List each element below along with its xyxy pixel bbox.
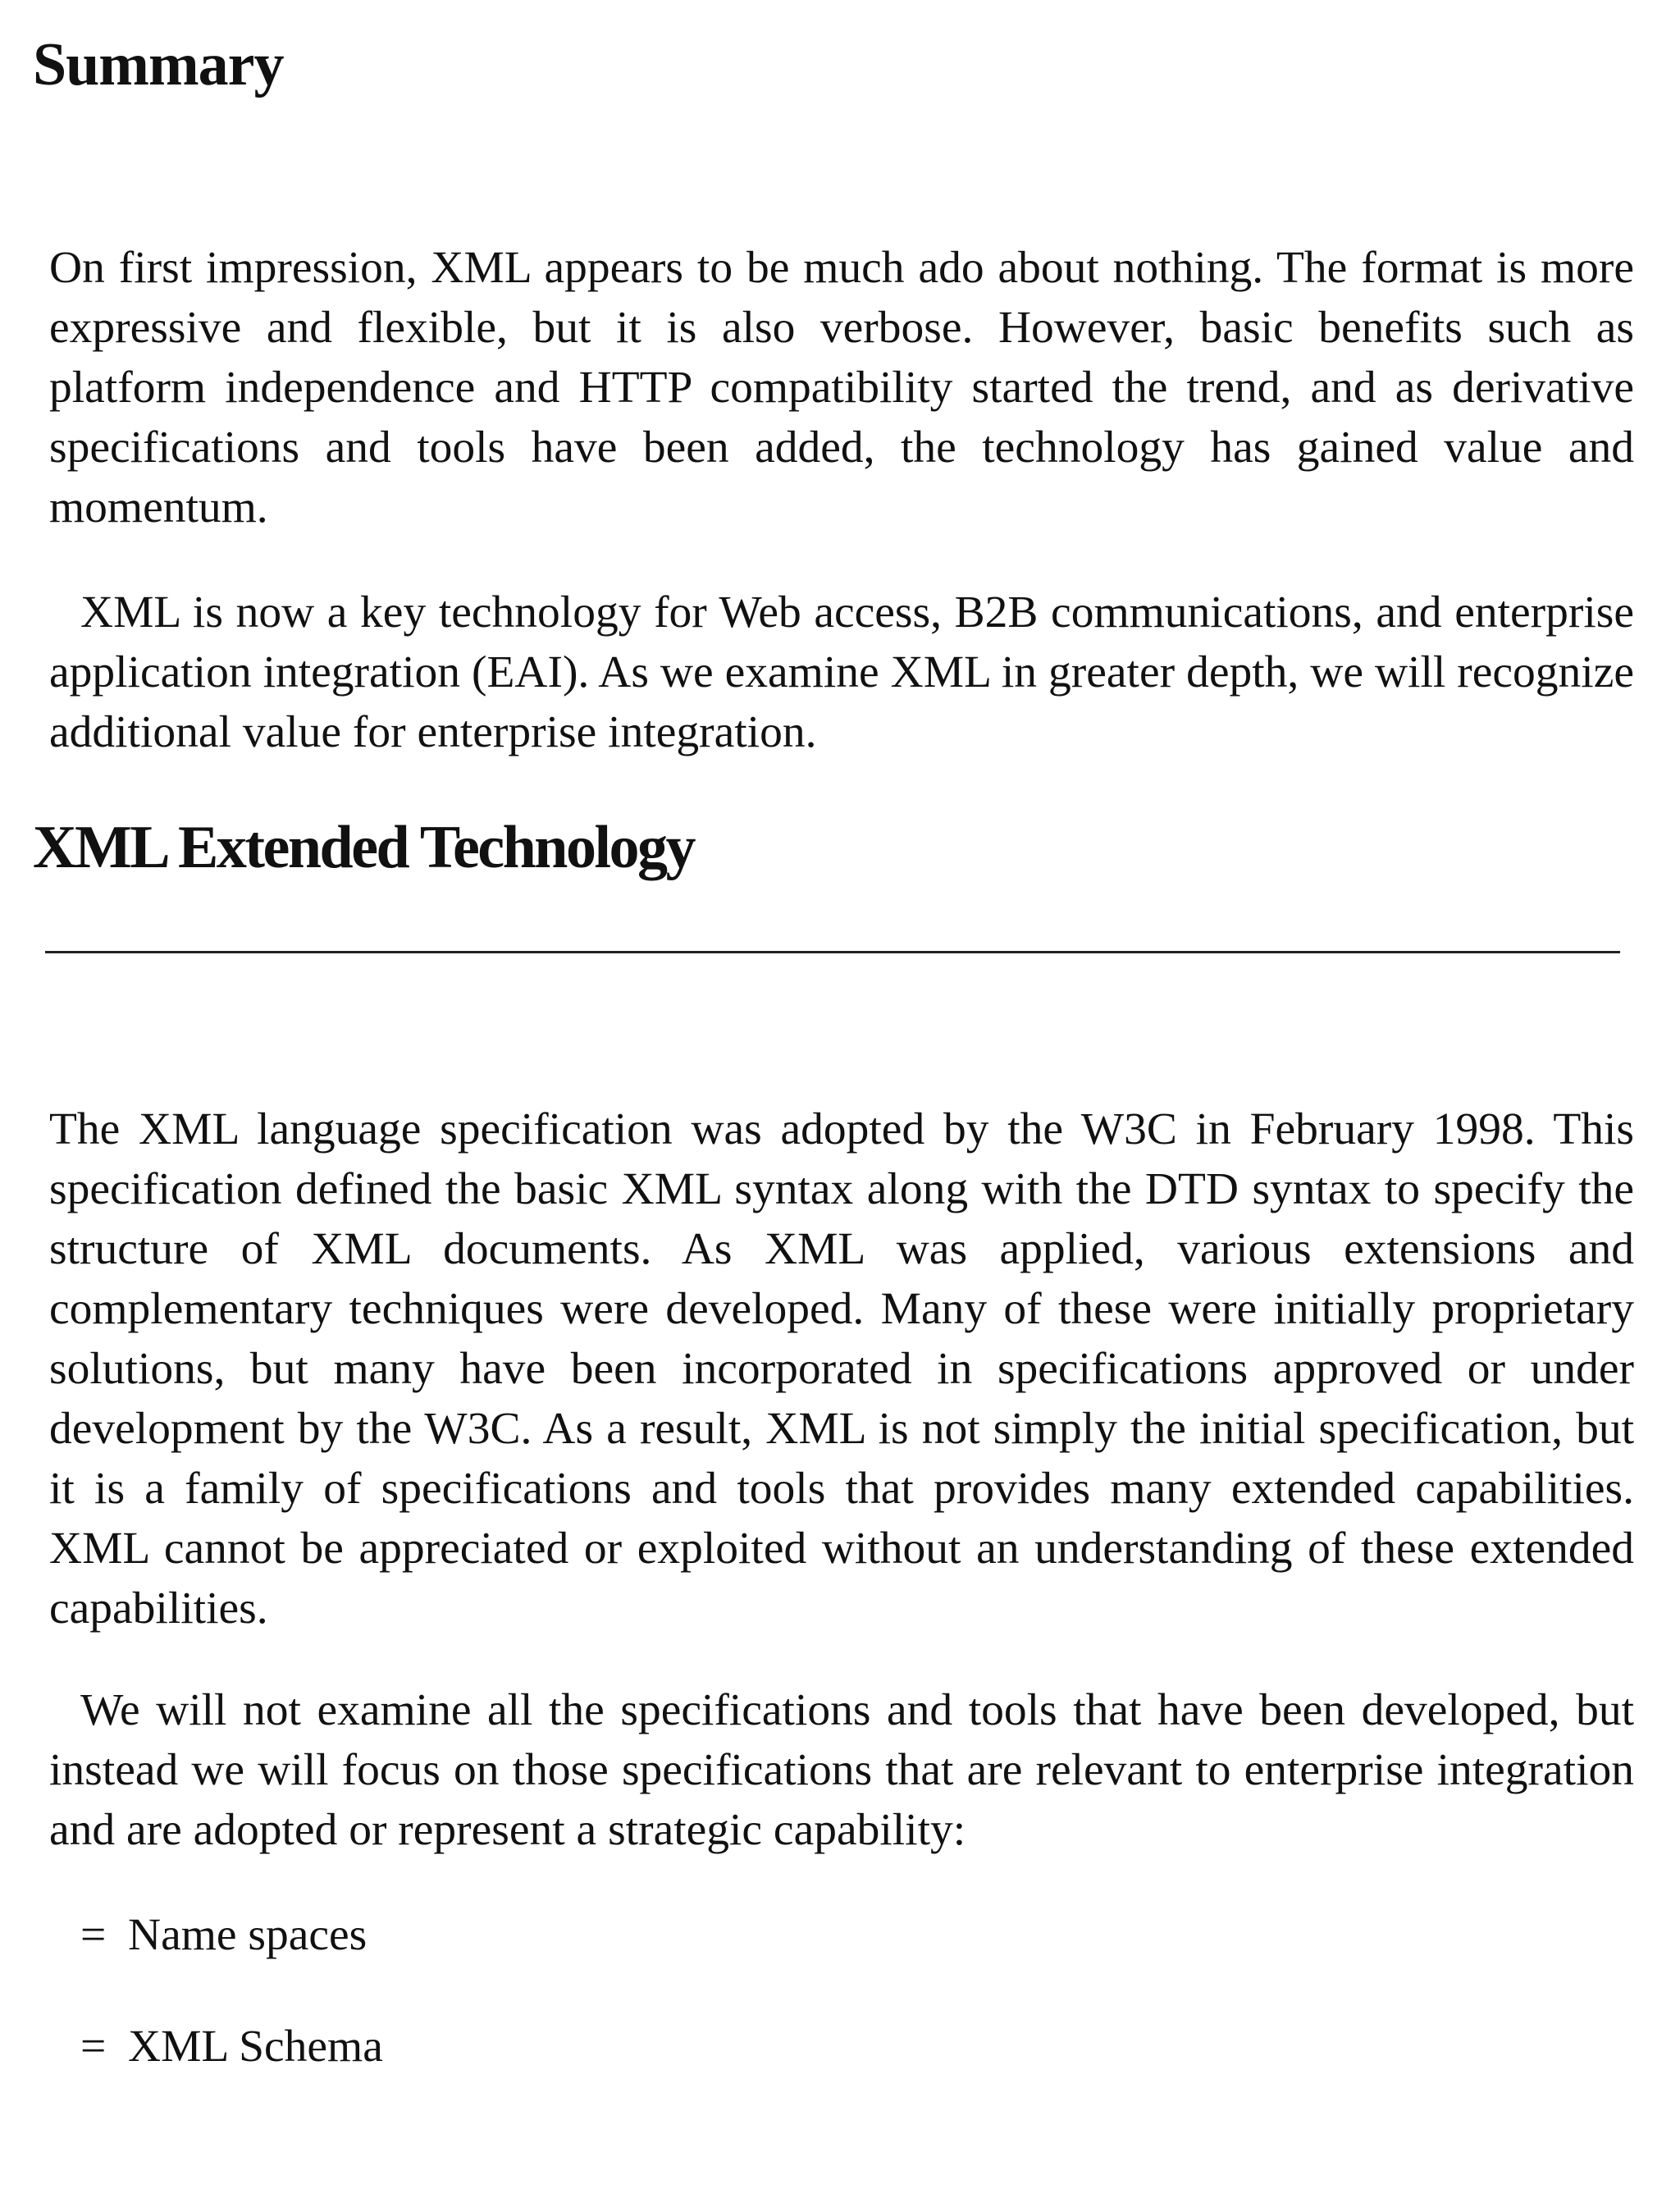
list-bullet-marker: = [80,2022,107,2072]
section-heading-summary: Summary [33,31,284,98]
extended-paragraph: The XML language specification was adopted by the W3C in February 1998. This specification defined the basic XML syntax along with the DTD syntax to specify the structure of XML documents. As XML was applied, various extensions and complementary techniques were developed. Many of these were initially proprietary solutions, but many have been incorporated in specifications approved or under development by the W3C. As a result, XML is not simply the initial specification, but it is a family of specifications and tools that provides many extended capabilities. XML cannot be appreciated or exploited without an understanding of these extended capabilities. [49,1104,1634,1634]
list-bullet-marker: = [80,1910,107,1960]
list-item [80,2017,383,2077]
section-divider [45,951,1620,953]
list-item-text: XML Schema [128,2022,383,2072]
section-heading-xml-extended-technology: XML Extended Technology [33,814,695,881]
extended-paragraph: We will not examine all the specifications and tools that have been developed, but instead we will focus on those specifications that are relevant to enterprise integration and are adopted or represent a strategic capability: [49,1685,1634,1855]
summary-paragraph: On first impression, XML appears to be much ado about nothing. The format is more expressive and flexible, but it is also verbose. However, basic benefits such as platform independence and HTTP compatibility started the trend, and as derivative specifications and tools have been added, the technology has gained value and momentum. [49,243,1634,532]
summary-paragraph: XML is now a key technology for Web access, B2B communications, and enterprise application integration (EAI). As we examine XML in greater depth, we will recognize additional value for enterprise integration. [49,587,1634,757]
list-item [80,1905,367,1965]
list-item-text: Name spaces [128,1910,368,1960]
